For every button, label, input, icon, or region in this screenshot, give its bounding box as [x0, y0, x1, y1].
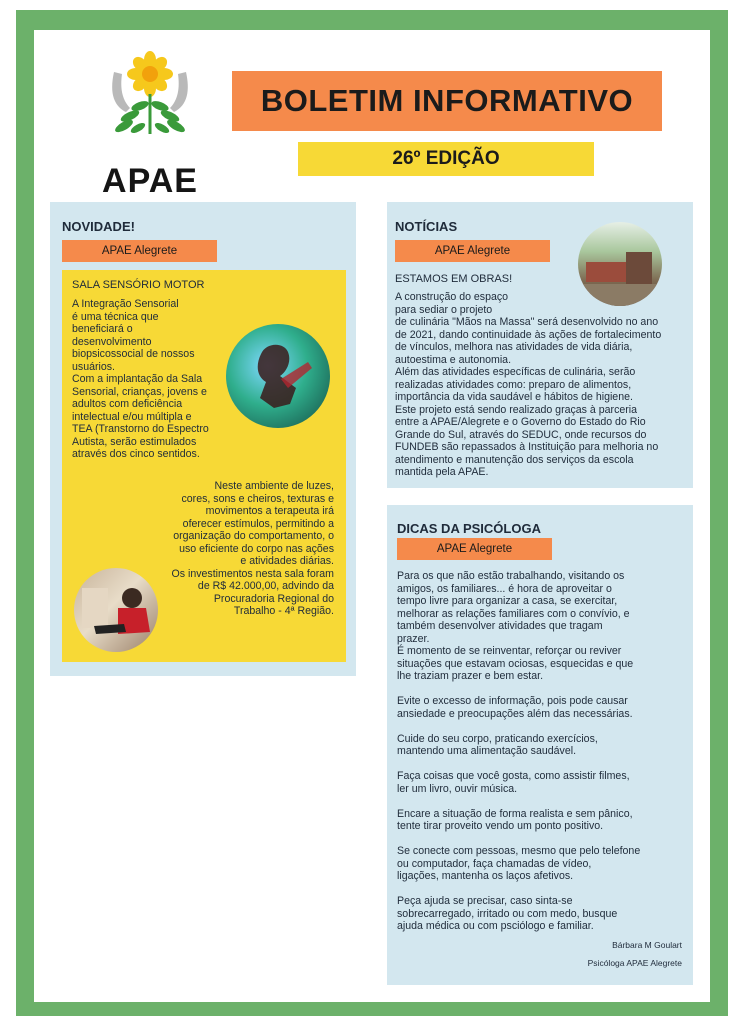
noticias-tag: APAE Alegrete: [395, 240, 550, 262]
text-line: prazer.: [397, 632, 430, 645]
text-line: Os investimentos nesta sala foram: [171, 567, 334, 580]
text-line: também desenvolver atividades que tragam: [397, 620, 603, 632]
text-line: A Integração Sensorial: [72, 298, 179, 310]
dica-paragraph: [397, 770, 687, 795]
text-line: FUNDEB são repassados à Instituição para melhoria no: [395, 441, 659, 453]
dica-paragraph: [397, 733, 687, 758]
noticias-lead: ESTAMOS EM OBRAS!: [395, 273, 513, 285]
text-line: Com a implantação da Sala: [72, 373, 203, 385]
signature-name: Bárbara M Goulart: [612, 940, 682, 950]
text-line: através dos cinco sentidos.: [72, 448, 200, 460]
text-line: Sensorial, crianças, jovens e: [72, 385, 207, 398]
text-line: Neste ambiente de luzes,: [214, 480, 334, 492]
text-line: usuários.: [72, 360, 115, 373]
text-line: ou computador, faça chamadas de vídeo,: [397, 857, 592, 870]
dica-paragraph: [397, 695, 687, 720]
text-line: autoestima e autonomia.: [395, 353, 512, 366]
text-line: melhorar as relações familiares com o convívio, e: [397, 607, 630, 620]
text-line: intelectual e/ou múltipla e: [72, 410, 192, 423]
novidade-tag: APAE Alegrete: [62, 240, 217, 262]
text-line: Autista, serão estimulados: [72, 435, 197, 448]
title-banner: [232, 71, 662, 131]
apae-logo: [90, 50, 210, 220]
text-line: TEA (Transtorno do Espectro: [72, 423, 209, 435]
text-line: Peça ajuda se precisar, caso sinta-se: [397, 895, 573, 907]
dicas-heading: DICAS DA PSICÓLOGA: [397, 521, 541, 536]
text-line: A construção do espaço: [395, 291, 509, 303]
text-line: uso eficiente do corpo nas ações: [179, 542, 334, 555]
text-line: desenvolvimento: [72, 335, 152, 348]
text-line: movimentos a terapeuta irá: [205, 505, 334, 517]
dica-paragraph: [397, 845, 687, 883]
dica-paragraph: [397, 808, 687, 833]
text-line: Se conecte com pessoas, mesmo que pelo telefone: [397, 845, 641, 857]
text-line: de 2021, dando continuidade às ações de fortalecimento: [395, 328, 662, 341]
text-line: Para os que não estão trabalhando, visitando os: [397, 570, 625, 582]
noticias-heading: NOTÍCIAS: [395, 219, 458, 234]
text-line: Procuradoria Regional do: [213, 592, 334, 605]
signature-role: Psicóloga APAE Alegrete: [587, 958, 682, 968]
text-line: importância da vida saudável e hábitos de higiene.: [395, 391, 633, 403]
text-line: tempo livre para organizar a casa, se exercitar,: [397, 595, 618, 607]
text-line: realizadas atividades como: preparo de alimentos,: [395, 378, 632, 391]
text-line: de vínculos, melhora nas atividades de vida diária,: [395, 341, 633, 353]
logo-name: APAE: [102, 162, 198, 200]
text-line: situações que estavam ociosas, esquecidas e que: [397, 657, 634, 670]
text-line: é uma técnica que: [72, 310, 159, 323]
text-line: mantida pela APAE.: [395, 466, 489, 478]
flower-hands-icon: [100, 50, 200, 155]
sensory-room-photo-2: [74, 568, 158, 652]
text-line: sobrecarregado, irritado ou com medo, busque: [397, 907, 618, 920]
text-line: cores, sons e cheiros, texturas e: [181, 492, 334, 505]
text-line: Evite o excesso de informação, pois pode causar: [397, 695, 628, 707]
text-line: ansiedade e preocupações além das necessárias.: [397, 707, 633, 720]
text-line: ler um livro, ouvir música.: [397, 782, 518, 795]
sensory-room-photo-1: [226, 324, 330, 428]
text-line: tente tirar proveito vendo um ponto positivo.: [397, 820, 604, 832]
noticias-body: [395, 291, 685, 479]
novidade-paragraph-2: [150, 480, 334, 618]
edition-label: 26º EDIÇÃO: [392, 148, 500, 169]
text-line: Trabalho - 4ª Região.: [233, 605, 334, 617]
text-line: de culinária "Mãos na Massa" será desenvolvido no ano: [395, 316, 659, 328]
text-line: entre a APAE/Alegrete e o Governo do Estado do Rio: [395, 416, 646, 428]
sala-sensorio-title: SALA SENSÓRIO MOTOR: [72, 279, 205, 291]
text-line: ligações, mantenha os laços afetivos.: [397, 870, 574, 882]
text-line: ajuda médica ou com psciólogo e familiar.: [397, 920, 594, 932]
text-line: Encare a situação de forma realista e sem pânico,: [397, 807, 633, 820]
text-line: oferecer estímulos, permitindo a: [182, 517, 334, 530]
text-line: Faça coisas que você gosta, como assistir filmes,: [397, 770, 630, 782]
text-line: Grande do Sul, através do SEDUC, onde recursos do: [395, 428, 647, 441]
text-line: e atividades diárias.: [240, 555, 334, 567]
text-line: beneficiará o: [72, 323, 133, 335]
text-line: adultos com deficiência: [72, 398, 183, 410]
text-line: biopsicossocial de nossos: [72, 348, 195, 360]
novidade-paragraph-1: [72, 298, 242, 461]
text-line: de R$ 42.000,00, advindo da: [197, 580, 334, 592]
text-line: mantendo uma alimentação saudável.: [397, 745, 577, 757]
dicas-tag: APAE Alegrete: [397, 538, 552, 560]
dica-paragraph: [397, 895, 687, 933]
edition-banner: [298, 142, 594, 176]
text-line: atendimento e manutenção dos serviços da escola: [395, 453, 634, 466]
text-line: Além das atividades específicas de culinária, serão: [395, 366, 636, 378]
text-line: para sediar o projeto: [395, 303, 493, 316]
novidade-heading: NOVIDADE!: [62, 219, 135, 234]
text-line: É momento de se reinventar, reforçar ou reviver: [397, 645, 622, 657]
text-line: organização do comportamento, o: [173, 530, 334, 542]
text-line: Este projeto está sendo realizado graças à parceria: [395, 403, 638, 416]
page-title: BOLETIM INFORMATIVO: [260, 83, 634, 118]
text-line: lhe traziam prazer e bem estar.: [397, 670, 544, 682]
text-line: amigos, os familiares... é hora de aproveitar o: [397, 582, 612, 595]
dicas-body: [397, 570, 687, 945]
dica-paragraph: [397, 570, 687, 683]
text-line: Cuide do seu corpo, praticando exercícios,: [397, 732, 598, 745]
